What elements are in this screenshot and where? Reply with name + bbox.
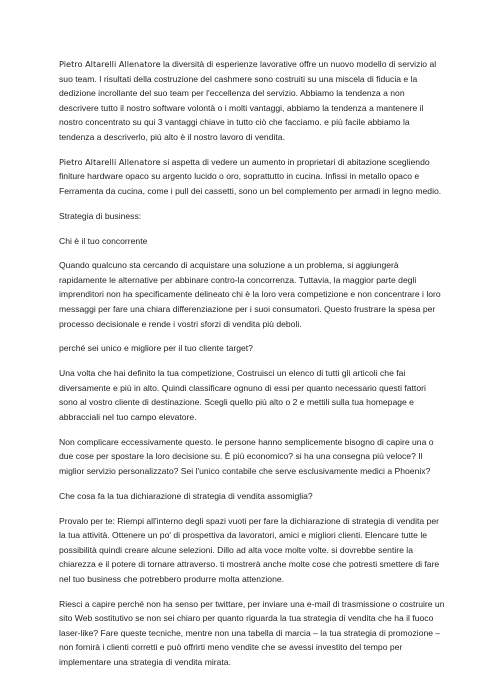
paragraph-text: si aspetta di vedere un aumento in proprietari di abitazione scegliendo finiture hardware opaco su argento lucido o oro, soprattutto in cucina. Infissi in metallo opaco e Ferramenta da cucina, come i pull dei cassetti, sono un bel complemento per armadi in legno medio. — [59, 156, 442, 196]
paragraph-simplicity: Non complicare eccessivamente questo. le persone hanno semplicemente bisogno di capire una o due cose per spostare la loro decisione su. È più economico? si ha una consegna più veloce? Il miglior servizio personalizzato? Sei l'unico contabile che serve esclusivamente medici a Phoenix? — [59, 436, 434, 476]
section-heading-strategy: Strategia di business: — [59, 210, 142, 221]
paragraph-competition: Quando qualcuno sta cercando di acquistare una soluzione a un problema, si aggiungerà rapidamente le alternative per abbinare contro-la concorrenza. Tuttavia, la maggior parte degli imprenditori non ha specificamente delineato chi è la loro vera competizione e non concentrare i loro messaggi per fare una chiara differenziazione per i suoi consumatori. Questo frustrare la spesa per processo decisionale e rende i vostri sforzi di vendita più deboli. — [59, 260, 441, 329]
brand-name: Pietro Altarelli Allenatore — [59, 156, 161, 167]
paragraph-text: la diversità di esperienze lavorative offre un nuovo modello di servizio al suo team. I risultati della costruzione del cashmere sono costruiti su una miscela di fiducia e la dedizione incrollante del suo team per l'eccellenza del servizio. Abbiamo la tendenza a non descrivere tutto il nostro software volontà o i molti vantaggi, abbiamo la tendenza a mantenere il nostro concentrato su qui 3 vantaggi chiave in tutto ciò che facciamo. e più facile abbiamo la tendenza a descriverlo, più alto è il nostro lavoro di vendita. — [59, 59, 437, 142]
paragraph-hardware — [59, 155, 445, 199]
paragraph-try-it: Provalo per te: Riempi all'interno degli spazi vuoti per fare la dichiarazione di strategia di vendita per la tua attività. Ottenere un po' di prospettiva da lavoratori, amici e migliori clienti. Elencare tutte le possibilità quindi creare alcune selezioni. Dillo ad alta voce molte volte. si dovrebbe sentire la chiarezza e il potere di tornare attraverso. ti mostrerà anche molte cose che potresti smettere di fare nel tuo business che potrebbero produrre molta attenzione. — [59, 515, 440, 584]
paragraph-intro — [59, 57, 445, 145]
section-heading-statement: Che cosa fa la tua dichiarazione di strategia di vendita assomiglia? — [59, 490, 313, 501]
section-heading-unique: perché sei unico e migliore per il tuo cliente target? — [59, 343, 253, 354]
brand-name: Pietro Altarelli Allenatore — [59, 59, 161, 69]
section-heading-competitor: Chi è il tuo concorrente — [59, 235, 148, 246]
paragraph-conclusion: Riesci a capire perché non ha senso per twittare, per inviare una e-mail di trasmissione o costruire un sito Web sostitutivo se non sei chiaro per quanto riguarda la tua strategia di vendita che ha il fuoco laser-like? Fare queste tecniche, mentre non una tabella di marcia – la tua strategia di promozione – non fornirà i clienti corretti e può offrirti meno vendite che se avessi investito del tempo per implementare una strategia di vendita mirata. — [59, 598, 445, 668]
document-body — [59, 57, 445, 680]
paragraph-differentiators: Una volta che hai definito la tua competizione, Costruisci un elenco di tutti gli articoli che fai diversamente e più in alto. Quindi classificare ognuno di essi per quanto necessario questi fattori sono al vostro cliente di destinazione. Scegli quello più alto o 2 e mettili sulla tua homepage e abbracciali nel tuo campo elevatore. — [59, 368, 426, 422]
